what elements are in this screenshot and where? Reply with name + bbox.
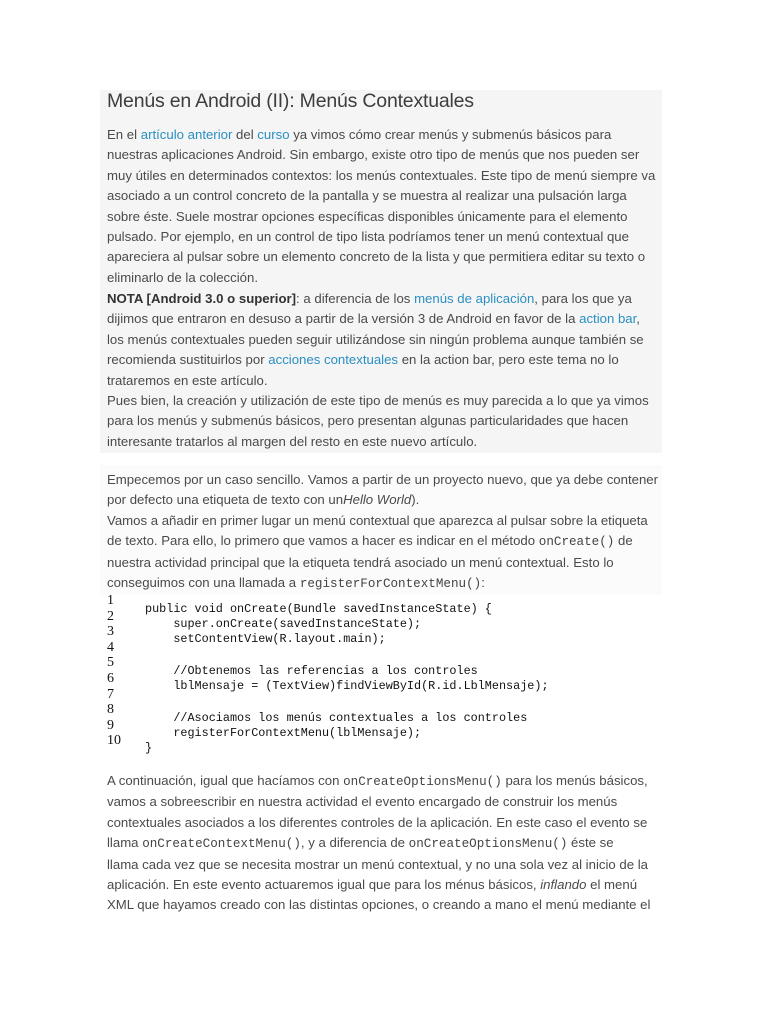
paragraph-vamos-anadir: Vamos a añadir en primer lugar un menú contextual que aparezca al pulsar sobre la etiqueta de texto. Para ello, lo primero que vamos a hacer es indicar en el método onCreate() de nuestra actividad principal que la etiqueta tendrá asociado un menú contextual. Esto lo conseguimos con una llamada a registerForContextMenu(): — [107, 513, 648, 592]
paragraph-a-continuacion: A continuación, igual que hacíamos con onCreateOptionsMenu() para los menús básicos, vamos a sobreescribir en nuestra actividad el evento encargado de construir los menús contextuales asociados a los diferentes controles de la aplicación. En este caso el evento se llama onCreateContextMenu(), y a diferencia de onCreateOptionsMenu() éste se llama cada vez que se necesita mostrar un menú contextual, y no una sola vez al inicio de la aplicación. En este evento actuaremos igual que para los ménus básicos, inflando el menú XML que hayamos creado con las distintas opciones, o creando a mano el menú mediante el — [107, 773, 651, 913]
code-line-1: public void onCreate(Bundle savedInstanceState) { — [145, 602, 492, 616]
action-bar-link[interactable]: action bar — [579, 311, 637, 327]
code-line-6: lblMensaje = (TextView)findViewById(R.id.LblMensaje); — [145, 679, 549, 693]
nota-label: NOTA [Android 3.0 o superior] — [107, 291, 297, 306]
page-title: Menús en Android (II): Menús Contextuales — [107, 90, 474, 112]
paragraph-pues-bien: Pues bien, la creación y utilización de este tipo de menús es muy parecida a lo que ya vimos para los menús y submenús básicos, pero presentan algunas particularidades que hacen interesante tratarlos al margen del resto en este nuevo artículo. — [107, 393, 649, 449]
code-line-9: registerForContextMenu(lblMensaje); — [145, 726, 422, 740]
intro-paragraph: En el artículo anterior del curso ya vimos cómo crear menús y submenús básicos para nuestras aplicaciones Android. Sin embargo, existe otro tipo de menús que nos pueden ser muy útiles en determinados contextos: los menús contextuales. Este tipo de menú siempre va asociado a un control concreto de la pantalla y se muestra al realizar una pulsación larga sobre éste. Suele mostrar opciones específicas disponibles únicamente para el elemento pulsado. Por ejemplo, en un control de tipo lista podríamos tener un menú contextual que apareciera al pulsar sobre un elemento concreto de la lista y que permitiera editar su texto o eliminarlo de la colección. — [107, 127, 656, 285]
code-line-3: setContentView(R.layout.main); — [145, 632, 386, 646]
code-line-2: super.onCreate(savedInstanceState); — [145, 617, 422, 631]
acciones-contextuales-link[interactable]: acciones contextuales — [268, 352, 399, 368]
code-line-5: //Obtenemos las referencias a los controles — [145, 664, 478, 678]
nota-paragraph: NOTA [Android 3.0 o superior]: a diferencia de los menús de aplicación, para los que ya dijimos que entraron en desuso a partir de la versión 3 de Android en favor de la action bar, los menús contextuales pueden seguir utilizándose sin ningún problema aunque también se recomienda sustituirlos por acciones contextuales en la action bar, pero este tema no lo trataremos en este artículo. — [107, 291, 644, 388]
curso-link[interactable]: curso — [257, 127, 290, 142]
code-line-8: //Asociamos los menús contextuales a los controles — [145, 711, 528, 725]
menus-aplicacion-link[interactable]: menús de aplicación — [414, 291, 535, 306]
paragraph-empecemos: Empecemos por un caso sencillo. Vamos a partir de un proyecto nuevo, que ya debe contener por defecto una etiqueta de texto con unHello World). — [107, 472, 659, 508]
line-numbers: 1 2 3 4 5 6 7 8 9 10 — [107, 593, 121, 749]
articulo-anterior-link[interactable]: artículo anterior — [140, 127, 233, 142]
code-line-10: } — [145, 741, 153, 755]
